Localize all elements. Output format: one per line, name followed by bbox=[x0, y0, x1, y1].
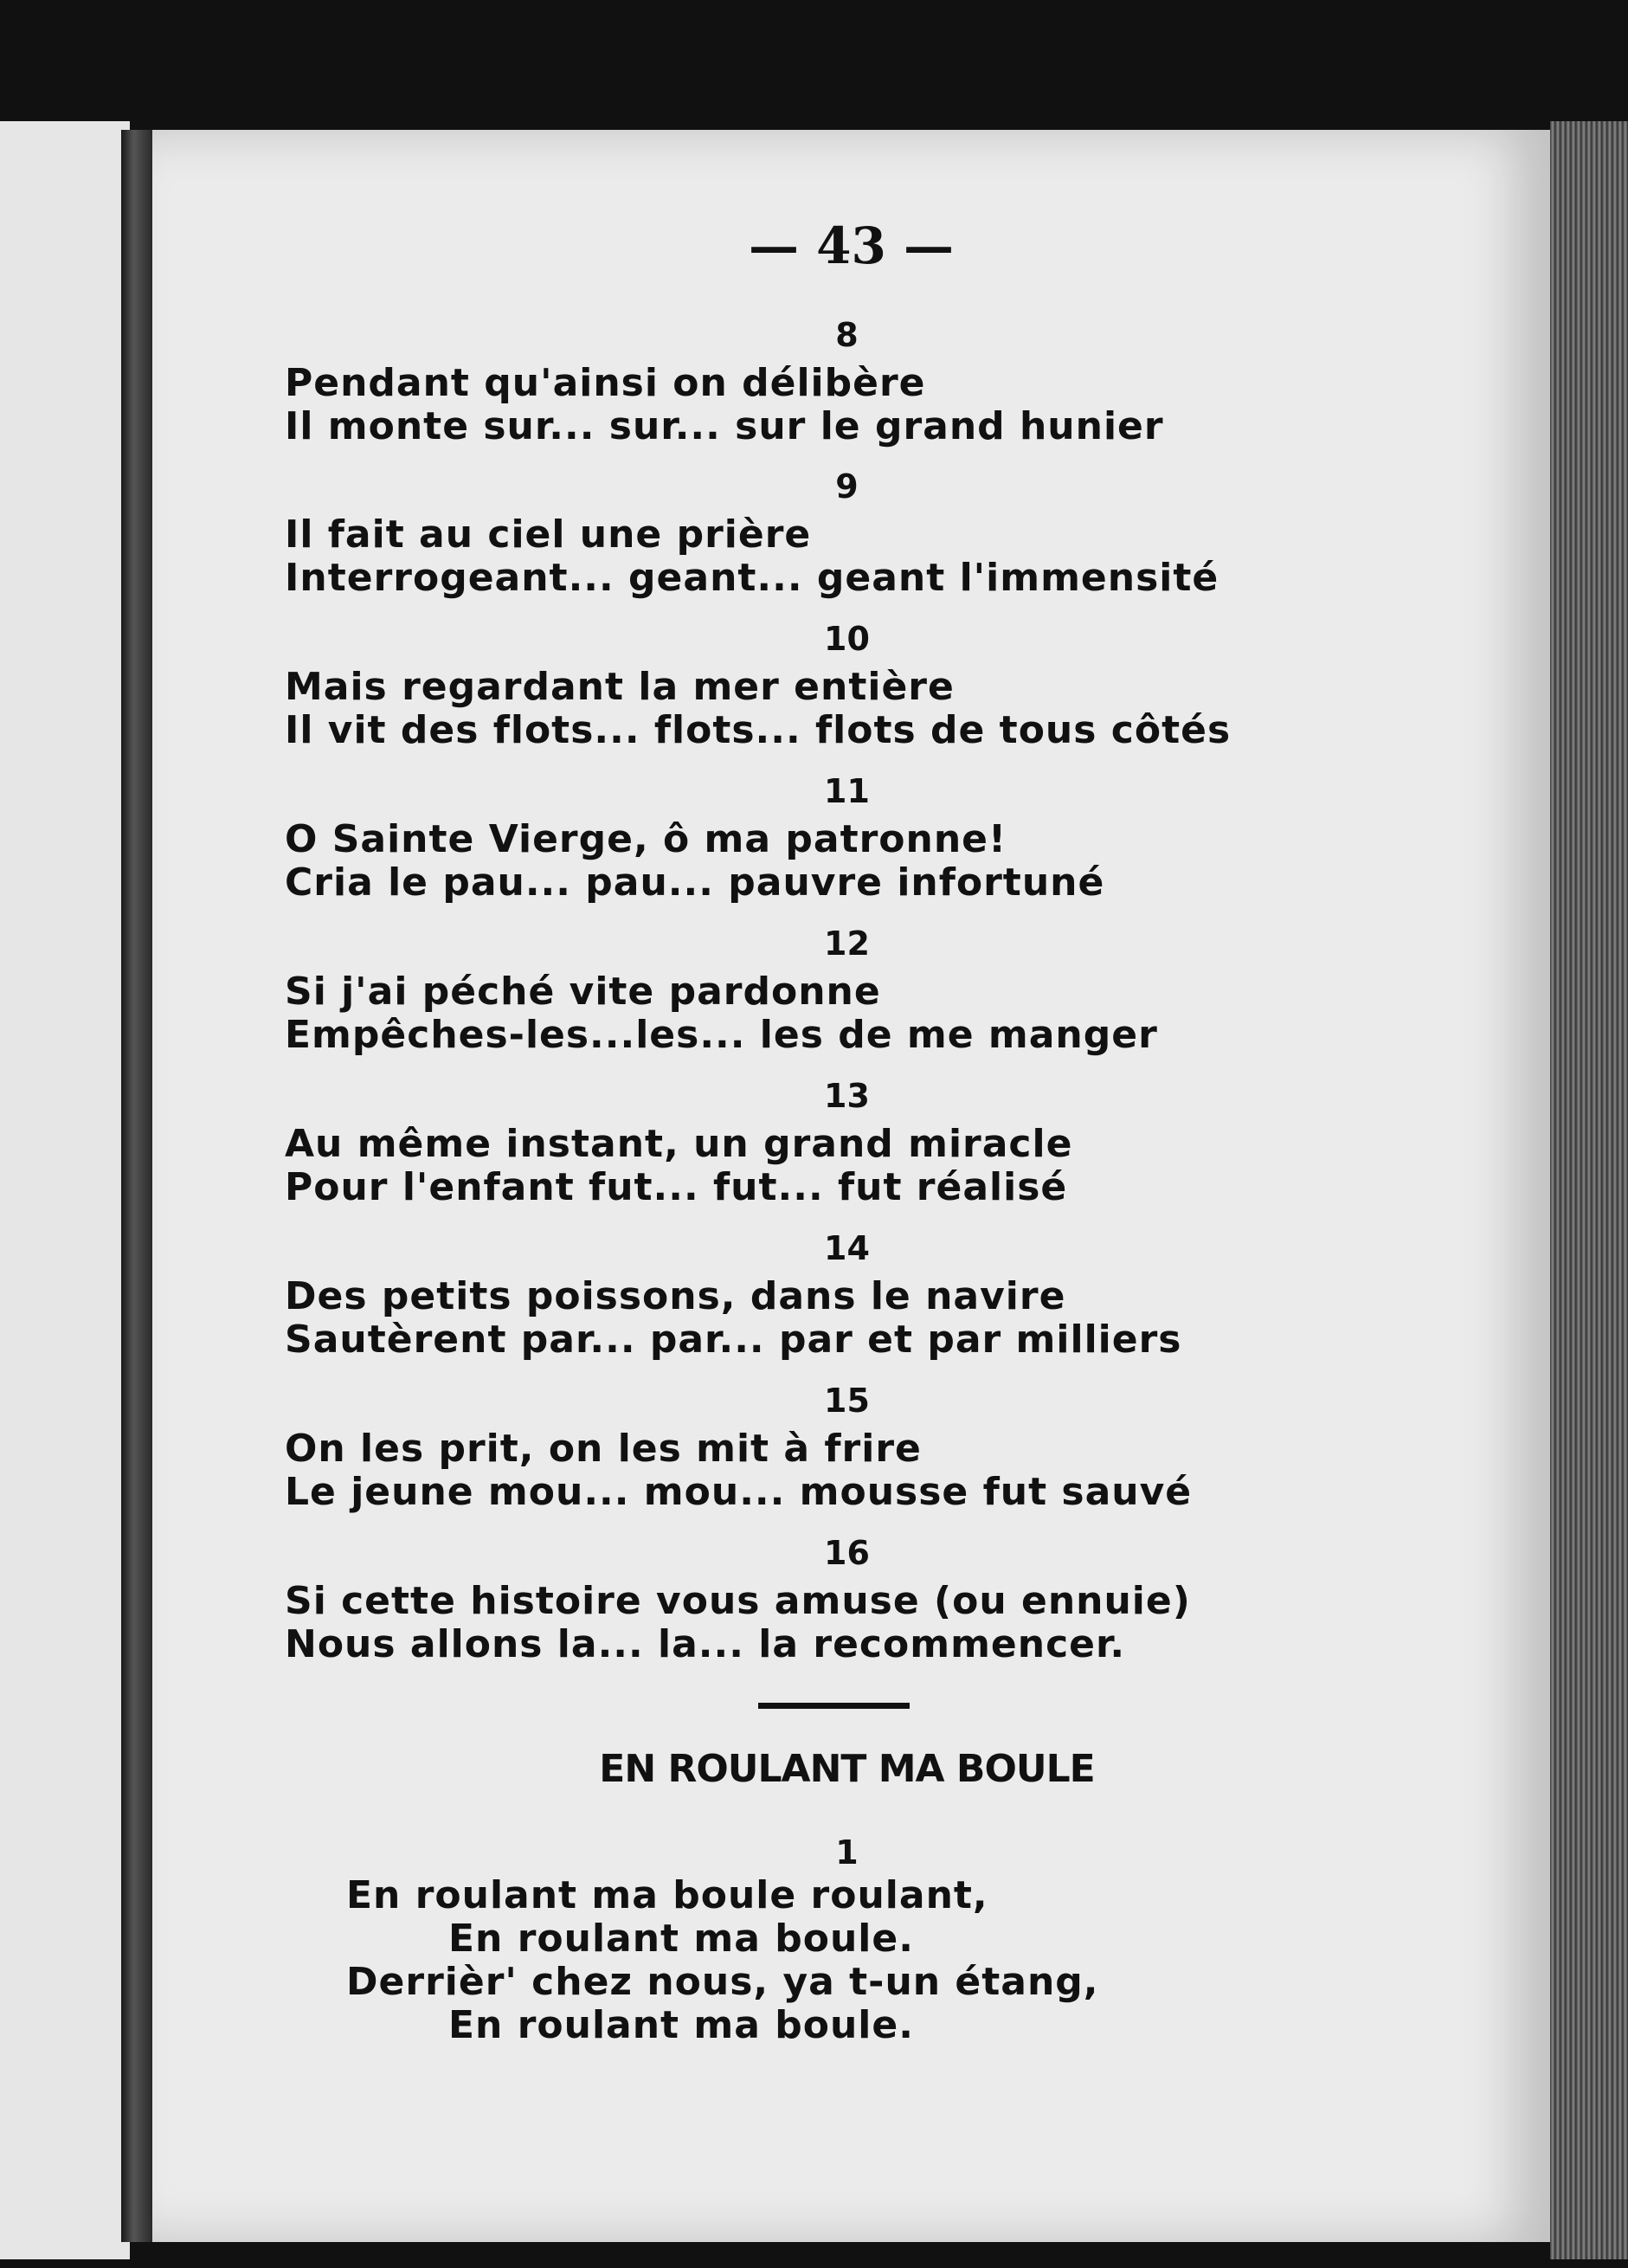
stanza-number: 14 bbox=[824, 1229, 870, 1267]
verse-line: Interrogeant... geant... geant l'immensité bbox=[285, 556, 1219, 600]
verse-line: On les prit, on les mit à frire bbox=[285, 1427, 922, 1471]
verse-line: En roulant ma boule roulant, bbox=[346, 1873, 988, 1917]
verse-line: Pour l'enfant fut... fut... fut réalisé bbox=[285, 1165, 1068, 1209]
stanza bbox=[285, 1427, 1410, 1514]
stanza-number: 8 bbox=[835, 316, 859, 354]
stanza bbox=[285, 818, 1410, 905]
verse-line: Mais regardant la mer entière bbox=[285, 665, 955, 709]
stanza bbox=[285, 362, 1410, 448]
page-edge bbox=[1550, 121, 1628, 2259]
stanza bbox=[285, 970, 1410, 1057]
page-text bbox=[152, 130, 1550, 2242]
verse-line: Des petits poissons, dans le navire bbox=[285, 1274, 1066, 1318]
book-page bbox=[152, 130, 1550, 2242]
verse-line: Si j'ai péché vite pardonne bbox=[285, 970, 881, 1014]
verse-line: Il monte sur... sur... sur le grand hunier bbox=[285, 404, 1164, 448]
verse-line: Empêches-les...les... les de me manger bbox=[285, 1013, 1158, 1057]
stanza bbox=[285, 1123, 1410, 1209]
verse-line: Le jeune mou... mou... mousse fut sauvé bbox=[285, 1470, 1193, 1514]
page-number: — 43 — bbox=[748, 216, 955, 275]
stanza-number: 9 bbox=[835, 467, 859, 506]
stanza bbox=[285, 1275, 1410, 1362]
stanza bbox=[285, 666, 1410, 752]
stanza-number: 15 bbox=[824, 1382, 870, 1420]
stanza-number: 16 bbox=[824, 1534, 870, 1572]
verse-line: En roulant ma boule. bbox=[448, 1917, 914, 1961]
song-title: EN ROULANT MA BOULE bbox=[599, 1747, 1095, 1791]
verse-line: Il fait au ciel une prière bbox=[285, 512, 812, 557]
stanza bbox=[285, 1580, 1410, 1666]
stanza-number: 1 bbox=[835, 1833, 859, 1872]
verse-line: Il vit des flots... flots... flots de tous côtés bbox=[285, 708, 1232, 752]
stanza-number: 13 bbox=[824, 1077, 870, 1115]
verse-line: Cria le pau... pau... pauvre infortuné bbox=[285, 860, 1105, 905]
stanza-number: 11 bbox=[824, 772, 870, 810]
stanza bbox=[285, 513, 1410, 600]
verse-line: Derrièr' chez nous, ya t-un étang, bbox=[346, 1960, 1099, 2004]
verse-line: Au même instant, un grand miracle bbox=[285, 1122, 1073, 1166]
stanza-number: 12 bbox=[824, 925, 870, 963]
song-stanza bbox=[346, 1874, 1471, 2047]
left-page bbox=[0, 121, 130, 2259]
book-gutter bbox=[121, 130, 152, 2242]
verse-line: Pendant qu'ainsi on délibère bbox=[285, 361, 926, 405]
verse-line: Sautèrent par... par... par et par milliers bbox=[285, 1318, 1182, 1362]
verse-line: O Sainte Vierge, ô ma patronne! bbox=[285, 817, 1007, 861]
verse-line: En roulant ma boule. bbox=[448, 2003, 914, 2047]
stanza-number: 10 bbox=[824, 620, 870, 658]
verse-line: Nous allons la... la... la recommencer. bbox=[285, 1622, 1126, 1666]
section-divider bbox=[758, 1703, 910, 1709]
verse-line: Si cette histoire vous amuse (ou ennuie) bbox=[285, 1579, 1191, 1623]
